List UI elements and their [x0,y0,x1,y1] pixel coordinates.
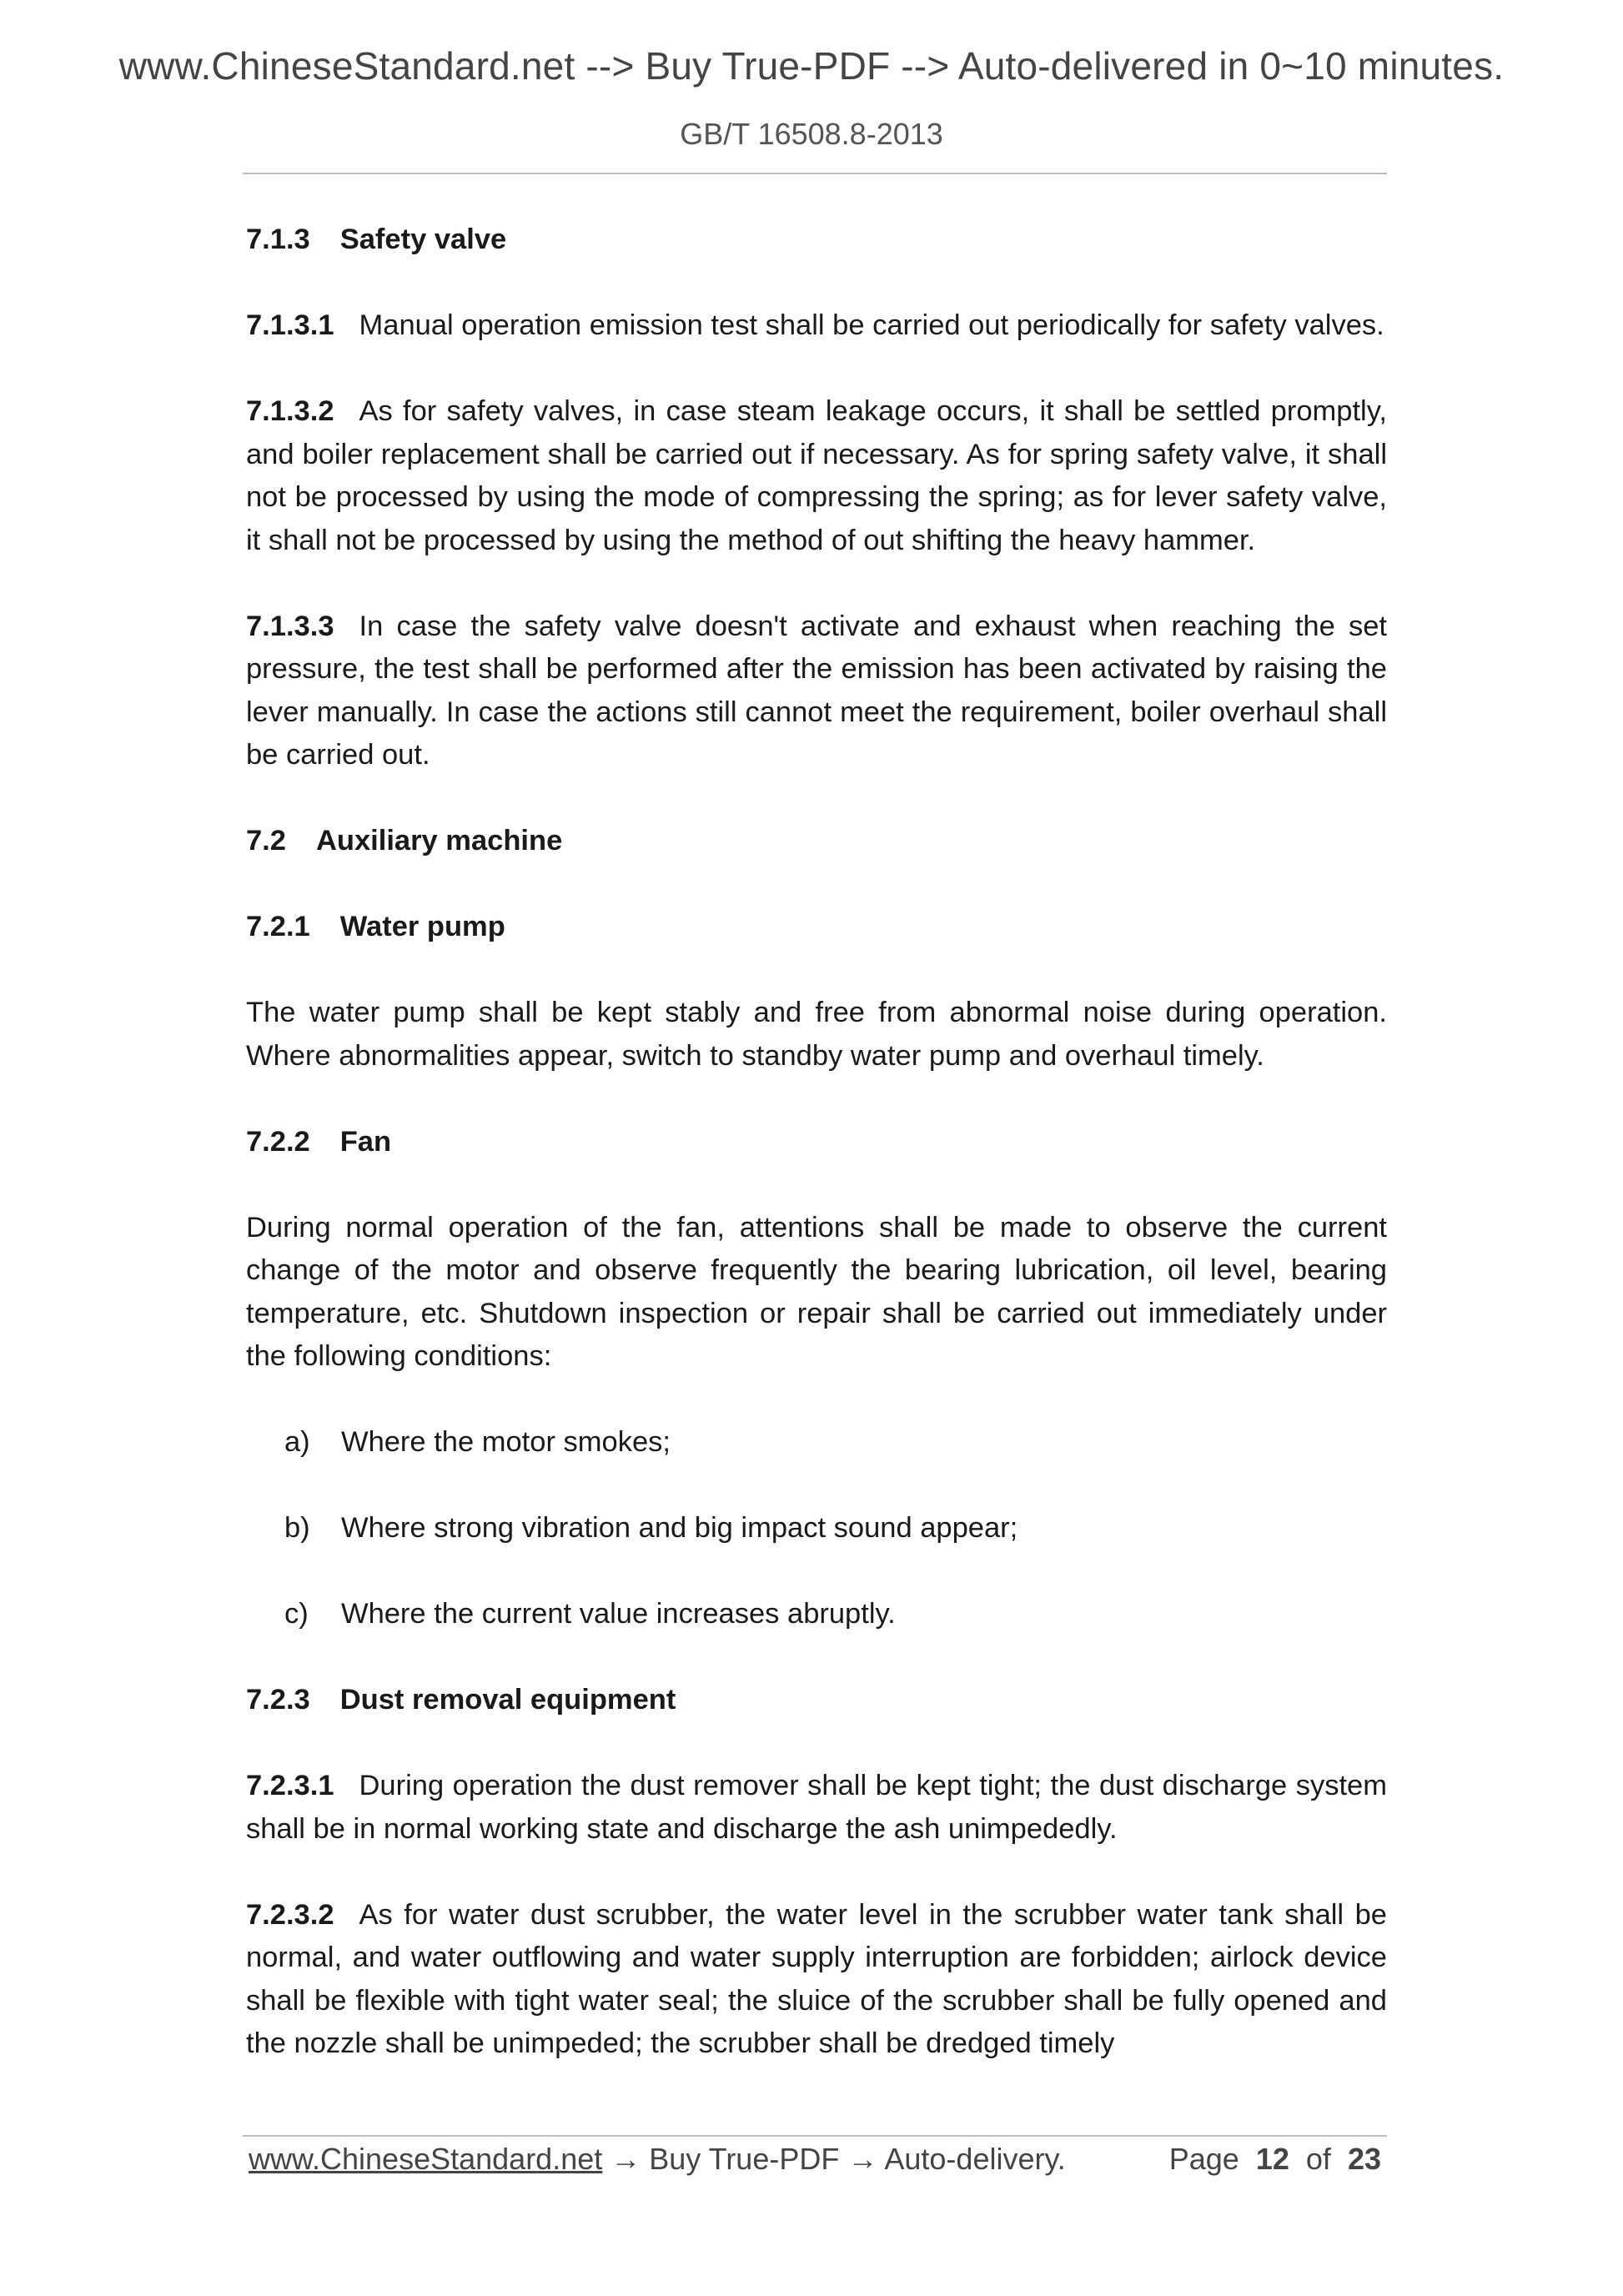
page-indicator [1169,2142,1381,2177]
arrow-right-icon: → [611,2142,641,2176]
section-heading-7-2-3 [246,1679,1387,1722]
clause-7-2-3-1 [246,1765,1387,1851]
clause-number: 7.1.3.1 [246,309,334,341]
clause-number: 7.1.3.2 [246,395,334,427]
footer-delivery-text: Auto-delivery. [884,2142,1066,2176]
section-number: 7.2.1 [246,911,310,942]
section-title: Safety valve [339,224,507,255]
section-title: Fan [339,1125,392,1158]
list-item [246,1421,1387,1465]
clause-text: In case the safety valve doesn't activate and exhaust when reaching the set pressure, the test shall be performed after the emission has been activated by raising the lever manually. In case the actions still cannot meet the requirement, boiler overhaul shall be carried out. [246,610,1387,771]
current-page-number: 12 [1255,2142,1289,2176]
section-number: 7.2.3 [246,1684,310,1716]
section-title: Water pump [339,911,505,942]
section-number: 7.1.3 [246,224,310,255]
clause-text: Manual operation emission test shall be carried out periodically for safety valves. [359,309,1384,341]
footer-site-link[interactable]: www.ChineseStandard.net [249,2142,603,2176]
footer-divider [243,2135,1387,2137]
list-item-text: Where the current value increases abruptly. [341,1598,896,1630]
clause-number: 7.1.3.3 [246,610,334,642]
page-body [246,219,1387,2066]
total-pages-number: 23 [1347,2142,1381,2176]
clause-text: During operation the dust remover shall be kept tight; the dust discharge system shall be in normal working state and discharge the ash unimpededly. [246,1770,1387,1845]
paragraph-water-pump: The water pump shall be kept stably and free from abnormal noise during operation. Where abnormalities appear, switch to standby water pump and overhaul timely. [246,997,1387,1072]
header-divider [243,173,1387,174]
clause-text: As for water dust scrubber, the water level in the scrubber water tank shall be normal, and water outflowing and water supply interruption are forbidden; airlock device shall be flexible with tight water seal; the sluice of the scrubber shall be fully opened and the nozzle shall be unimpeded; the scrubber shall be dredged timely [246,1898,1387,2059]
list-item-text: Where the motor smokes; [341,1426,671,1458]
section-title: Auxiliary machine [315,825,563,857]
clause-number: 7.2.3.2 [246,1898,334,1931]
section-heading-7-1-3 [246,219,1387,262]
list-item [246,1593,1387,1636]
paragraph-fan: During normal operation of the fan, attentions shall be made to observe the current change of the motor and observe frequently the bearing lubrication, oil level, bearing temperature, etc. Shutdown inspection or repair shall be carried out immediately under the following conditions: [246,1211,1387,1372]
section-heading-7-2 [246,820,1387,863]
clause-7-2-3-2 [246,1894,1387,2066]
list-item [246,1507,1387,1550]
section-number: 7.2 [246,825,286,857]
arrow-right-icon: → [847,2142,878,2176]
clause-7-1-3-1 [246,304,1387,348]
list-marker: b) [284,1512,310,1544]
list-marker: a) [284,1426,310,1458]
clause-number: 7.2.3.1 [246,1770,334,1801]
footer-buy-text: Buy True-PDF [649,2142,840,2176]
section-heading-7-2-1 [246,906,1387,949]
clause-7-1-3-3 [246,605,1387,777]
section-heading-7-2-2 [246,1121,1387,1164]
section-title: Dust removal equipment [339,1684,676,1716]
page-footer [249,2142,1384,2177]
page-word: Page [1168,2142,1239,2176]
list-marker: c) [284,1598,309,1630]
clause-7-1-3-2 [246,390,1387,562]
list-item-text: Where strong vibration and big impact sound appear; [341,1512,1018,1544]
standard-code: GB/T 16508.8-2013 [680,117,943,151]
section-number: 7.2.2 [246,1125,310,1158]
promo-banner: www.ChineseStandard.net --> Buy True-PDF --> Auto-delivered in 0~10 minutes. [118,44,1505,88]
of-word: of [1305,2142,1331,2176]
clause-text: As for safety valves, in case steam leakage occurs, it shall be settled promptly, and boiler replacement shall be carried out if necessary. As for spring safety valve, it shall not be processed by using the mode of compressing the spring; as for lever safety valve, it shall not be processed by using the method of out shifting the heavy hammer. [246,395,1387,556]
